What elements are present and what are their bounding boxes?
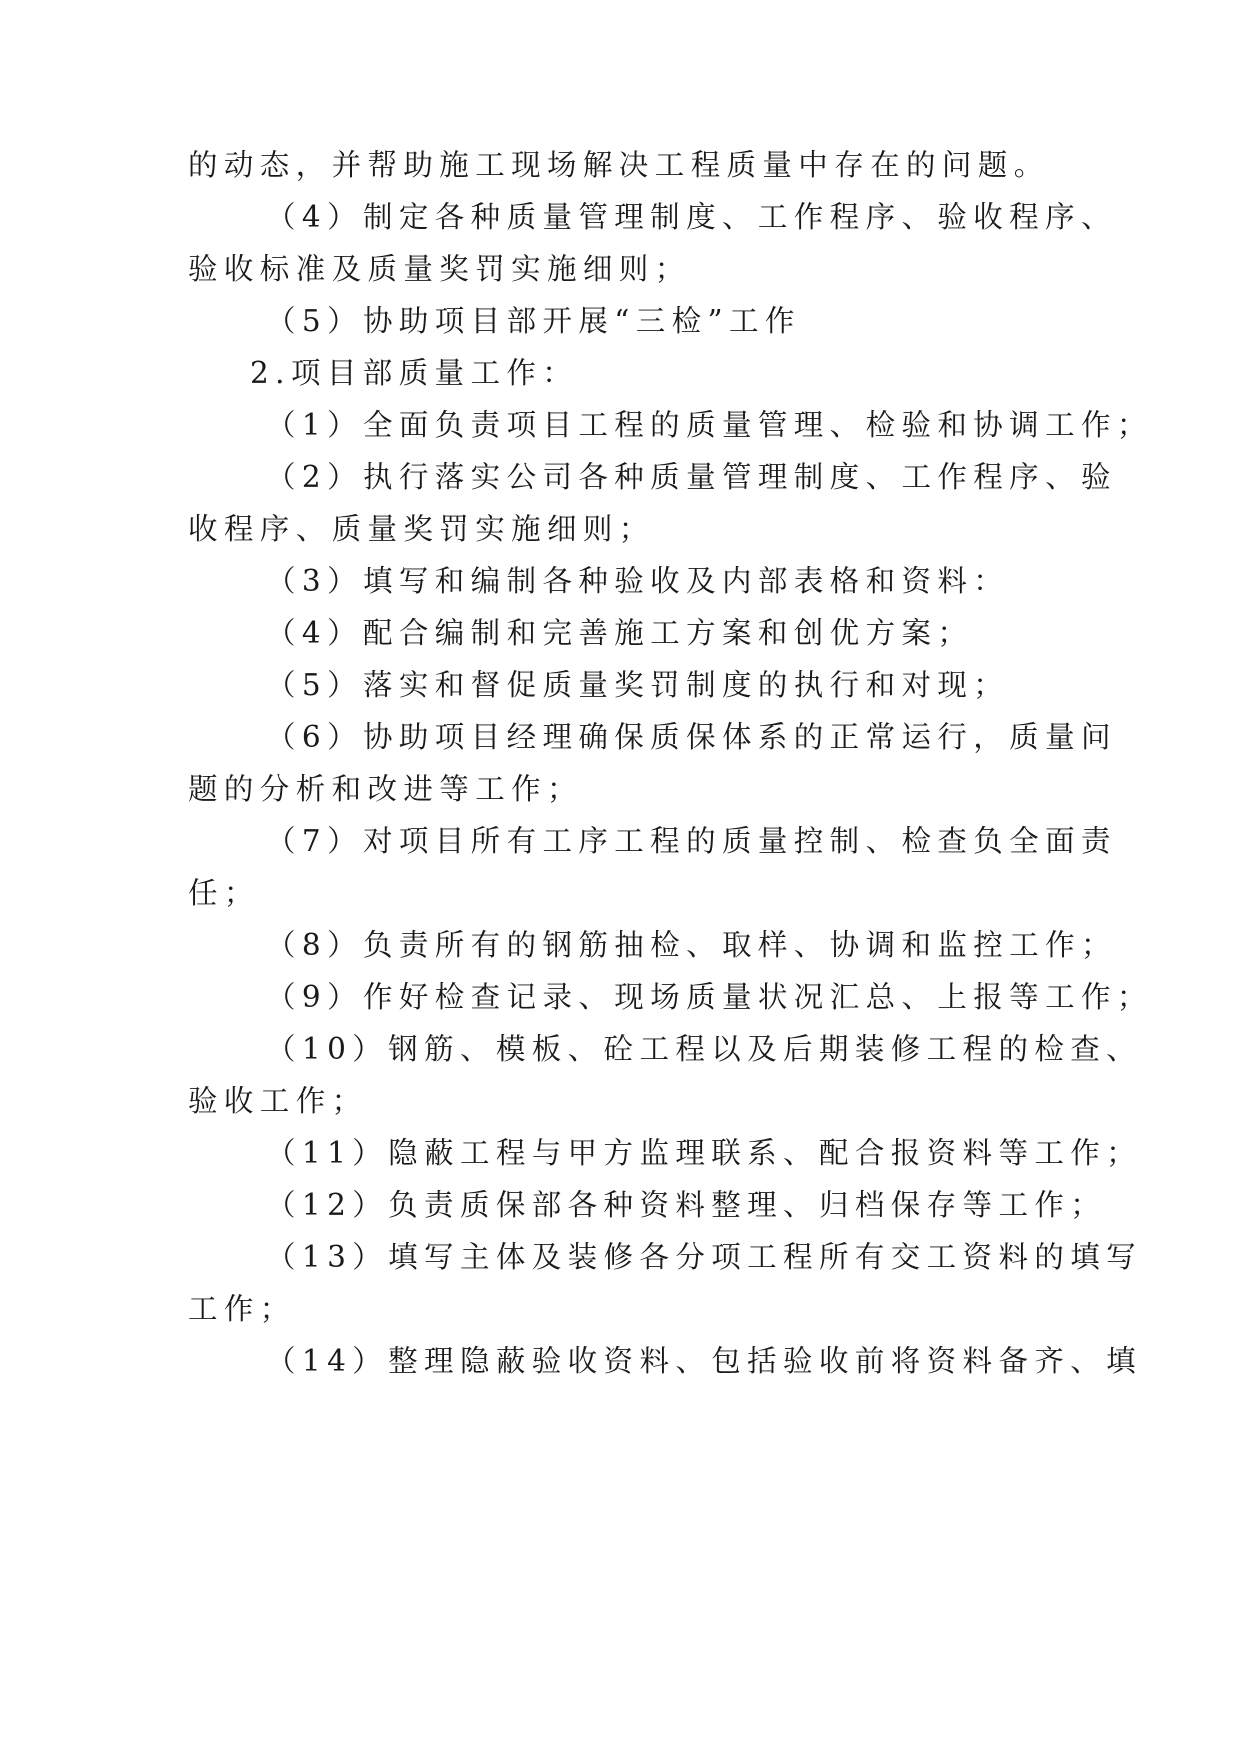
text-line: 任；: [188, 876, 260, 910]
text-line: 的动态，并帮助施工现场解决工程质量中存在的问题。: [188, 148, 1050, 182]
text-line: （4）配合编制和完善施工方案和创优方案；: [266, 616, 974, 650]
section-heading: 2.项目部质量工作：: [250, 356, 579, 390]
text-line: （12）负责质保部各种资料整理、归档保存等工作；: [266, 1188, 1107, 1222]
text-line: （10）钢筋、模板、砼工程以及后期装修工程的检查、: [266, 1032, 1143, 1066]
text-line: （7）对项目所有工序工程的质量控制、检查负全面责: [266, 824, 1117, 858]
text-line: （2）执行落实公司各种质量管理制度、工作程序、验: [266, 460, 1117, 494]
text-line: 验收标准及质量奖罚实施细则；: [188, 252, 691, 286]
text-line: （9）作好检查记录、现场质量状况汇总、上报等工作；: [266, 980, 1153, 1014]
text-line: 收程序、质量奖罚实施细则；: [188, 512, 655, 546]
text-line: （5）落实和督促质量奖罚制度的执行和对现；: [266, 668, 1010, 702]
text-line: 题的分析和改进等工作；: [188, 772, 583, 806]
text-line: （5）协助项目部开展“三检”工作: [266, 304, 801, 338]
text-line: 验收工作；: [188, 1084, 368, 1118]
text-line: （14）整理隐蔽验收资料、包括验收前将资料备齐、填: [266, 1344, 1143, 1378]
text-line: （13）填写主体及装修各分项工程所有交工资料的填写: [266, 1240, 1143, 1274]
text-line: 工作；: [188, 1292, 296, 1326]
text-line: （11）隐蔽工程与甲方监理联系、配合报资料等工作；: [266, 1136, 1143, 1170]
text-line: （1）全面负责项目工程的质量管理、检验和协调工作；: [266, 408, 1153, 442]
text-line: （6）协助项目经理确保质保体系的正常运行，质量问: [266, 720, 1117, 754]
text-line: （3）填写和编制各种验收及内部表格和资料：: [266, 564, 1010, 598]
text-line: （4）制定各种质量管理制度、工作程序、验收程序、: [266, 200, 1117, 234]
text-line: （8）负责所有的钢筋抽检、取样、协调和监控工作；: [266, 928, 1117, 962]
